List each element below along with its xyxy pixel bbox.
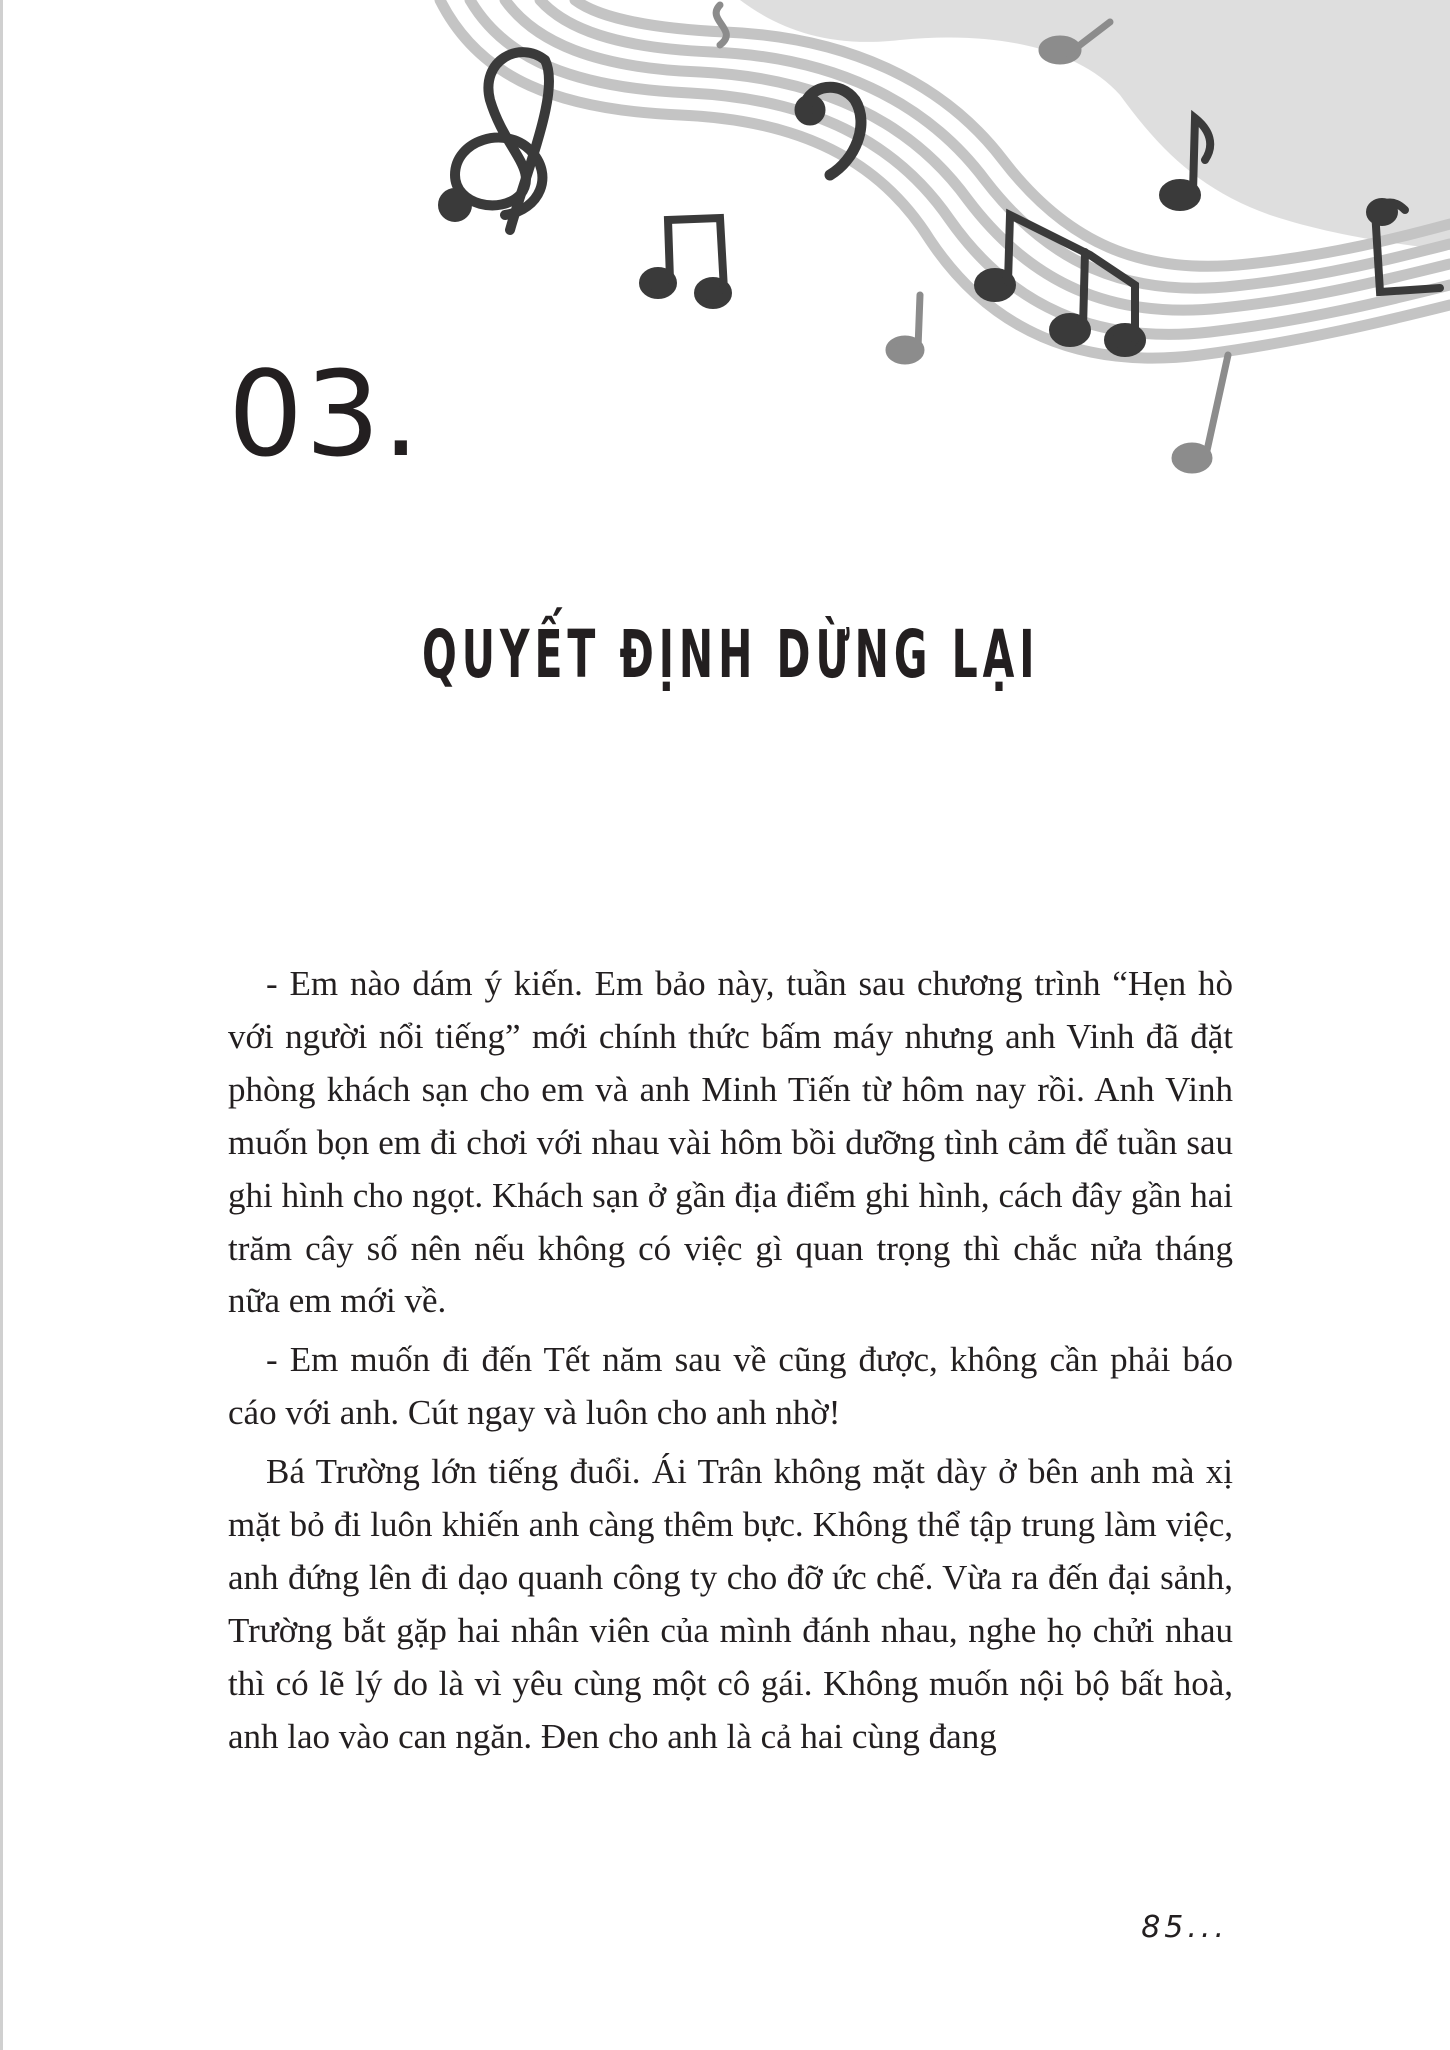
paragraph: Bá Trường lớn tiếng đuổi. Ái Trân không mặt dày ở bên anh mà xị mặt bỏ đi luôn khiến anh càng thêm bực. Không thể tập trung làm việc, anh đứng lên đi dạo quanh công ty cho đỡ ức chế. Vừa ra đến đại sảnh, Trường bắt gặp hai nhân viên của mình đánh nhau, nghe họ chửi nhau thì có lẽ lý do là vì yêu cùng một cô gái. Không muốn nội bộ bất hoà, anh lao vào can ngăn. Đen cho anh là cả hai cùng đang — [228, 1452, 1233, 1756]
treble-clef-icon — [443, 52, 549, 230]
music-notes-icon — [420, 0, 1450, 480]
paragraph: - Em nào dám ý kiến. Em bảo này, tuần sau chương trình “Hẹn hò với người nổi tiếng” mới chính thức bấm máy nhưng anh Vinh đã đặt phòng khách sạn cho em và anh Minh Tiến từ hôm nay rồi. Anh Vinh muốn bọn em đi chơi với nhau vài hôm bồi dưỡng tình cảm để tuần sau ghi hình cho ngọt. Khách sạn ở gần địa điểm ghi hình, cách đây gần hai trăm cây số nên nếu không có việc gì quan trọng thì chắc nửa tháng nữa em mới về. — [228, 964, 1233, 1321]
page-edge — [0, 0, 3, 2050]
chapter-number: 03. — [228, 345, 422, 483]
paragraph: - Em muốn đi đến Tết năm sau về cũng được, không cần phải báo cáo với anh. Cút ngay và luôn cho anh nhờ! — [228, 1340, 1233, 1433]
page-number: 85... — [1141, 1910, 1228, 1945]
body-text — [228, 958, 1233, 1770]
chapter-title: QUYẾT ĐỊNH DỪNG LẠI — [421, 616, 1040, 693]
